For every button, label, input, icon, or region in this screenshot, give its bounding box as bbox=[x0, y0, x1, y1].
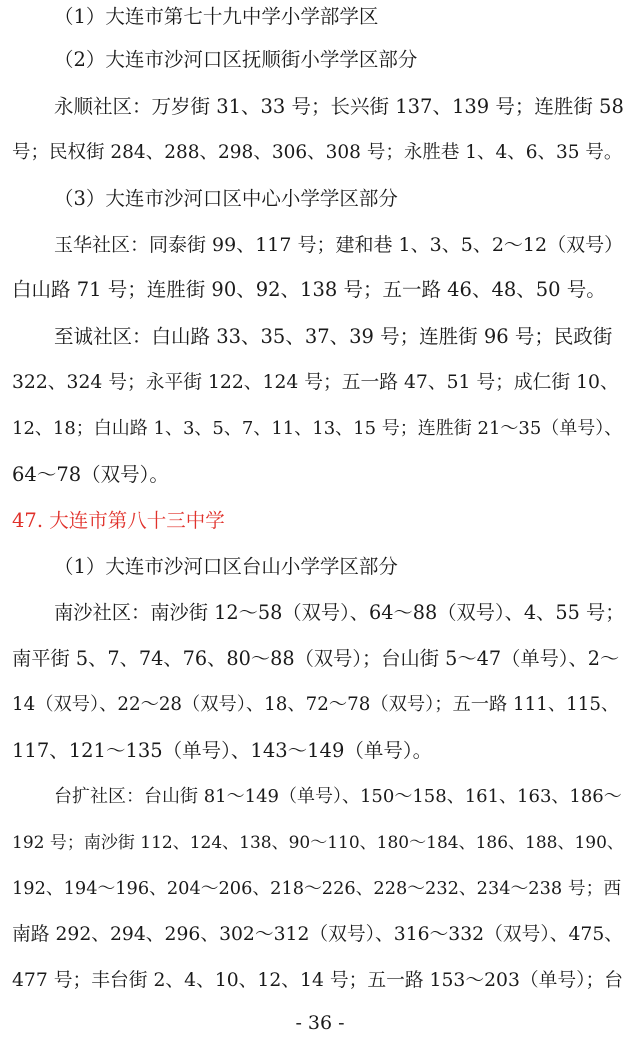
subsection-taishan-primary: （1）大连市沙河口区台山小学学区部分 bbox=[54, 555, 398, 578]
section-heading-83-middle-school: 47. 大连市第八十三中学 bbox=[12, 509, 225, 532]
paragraph-line: 南路 292、294、296、302～312（双号）、316～332（双号）、475、 bbox=[12, 924, 624, 945]
paragraph-line: 玉华社区：同泰街 99、117 号；建和巷 1、3、5、2～12（双号） bbox=[54, 234, 624, 256]
paragraph-line: 117、121～135（单号）、143～149（单号）。 bbox=[12, 739, 433, 762]
paragraph-line: 南平街 5、7、74、76、80～88（双号）；台山街 5～47（单号）、2～ bbox=[12, 647, 620, 670]
paragraph-line: 至诚社区：白山路 33、35、37、39 号；连胜街 96 号；民政街 bbox=[54, 325, 613, 348]
paragraph-line: 64～78（双号）。 bbox=[12, 463, 169, 486]
paragraph-line: 白山路 71 号；连胜街 90、92、138 号；五一路 46、48、50 号。 bbox=[12, 278, 606, 301]
paragraph-line: 192 号；南沙街 112、124、138、90～110、180～184、186、188、190、 bbox=[12, 833, 624, 853]
page-number: - 36 - bbox=[295, 1012, 345, 1034]
subsection-fushun-street: （2）大连市沙河口区抚顺街小学学区部分 bbox=[54, 48, 418, 71]
subsection-79-middle-school: （1）大连市第七十九中学小学部学区 bbox=[54, 5, 379, 28]
paragraph-line: 14（双号）、22～28（双号）、18、72～78（双号）；五一路 111、115、 bbox=[12, 694, 620, 715]
paragraph-line: 台扩社区：台山街 81～149（单号）、150～158、161、163、186～ bbox=[54, 786, 622, 807]
paragraph-line: 477 号；丰台街 2、4、10、12、14 号；五一路 153～203（单号）；台 bbox=[12, 970, 624, 991]
paragraph-line: 号；民权街 284、288、298、306、308 号；永胜巷 1、4、6、35 号。 bbox=[12, 142, 623, 163]
paragraph-line: 永顺社区：万岁街 31、33 号；长兴街 137、139 号；连胜街 58 bbox=[54, 95, 624, 118]
paragraph-line: 12、18；白山路 1、3、5、7、11、13、15 号；连胜街 21～35（单号）、 bbox=[12, 418, 623, 439]
subsection-central-primary: （3）大连市沙河口区中心小学学区部分 bbox=[54, 187, 398, 210]
paragraph-line: 322、324 号；永平街 122、124 号；五一路 47、51 号；成仁街 10、 bbox=[12, 372, 619, 393]
paragraph-line: 192、194～196、204～206、218～226、228～232、234～238 号；西 bbox=[12, 879, 622, 899]
paragraph-line: 南沙社区：南沙街 12～58（双号）、64～88（双号）、4、55 号； bbox=[54, 601, 625, 624]
